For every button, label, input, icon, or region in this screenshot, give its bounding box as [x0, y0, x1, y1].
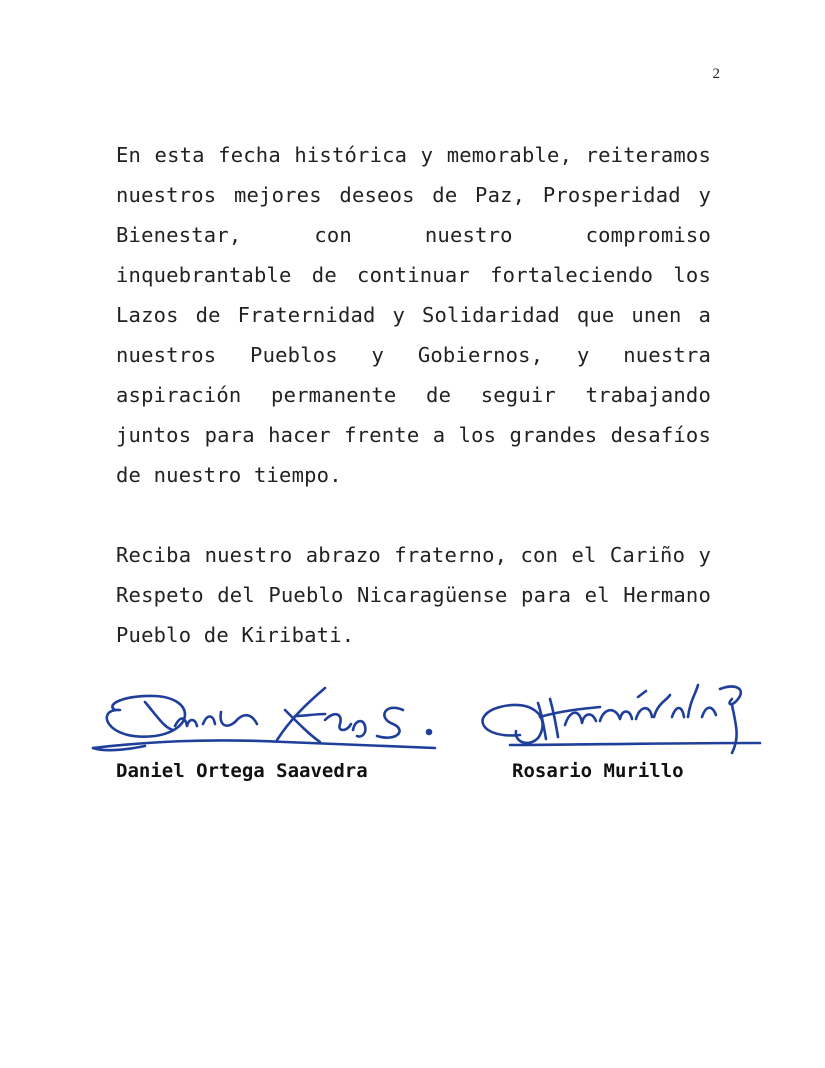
letter-paragraph-1: En esta fecha histórica y memorable, reiteramos nuestros mejores deseos de Paz, Prosperidad y Bienestar, con nuestro compromiso inquebrantable de continuar fortaleciendo los Lazos de Fraternidad y Solidaridad que unen a nuestros Pueblos y Gobiernos, y nuestra aspiración permanente de seguir trabajando juntos para hacer frente a los grandes desafíos de nuestro tiempo.: [116, 143, 711, 487]
signature-murillo: [470, 665, 770, 765]
letter-paragraph-2: Reciba nuestro abrazo fraterno, con el Cariño y Respeto del Pueblo Nicaragüense para el Hermano Pueblo de Kiribati.: [116, 543, 711, 647]
page-number: 2: [712, 66, 720, 82]
signature-ortega: [85, 680, 445, 760]
signer-name-murillo: Rosario Murillo: [512, 760, 684, 782]
signer-name-ortega: Daniel Ortega Saavedra: [116, 760, 368, 782]
